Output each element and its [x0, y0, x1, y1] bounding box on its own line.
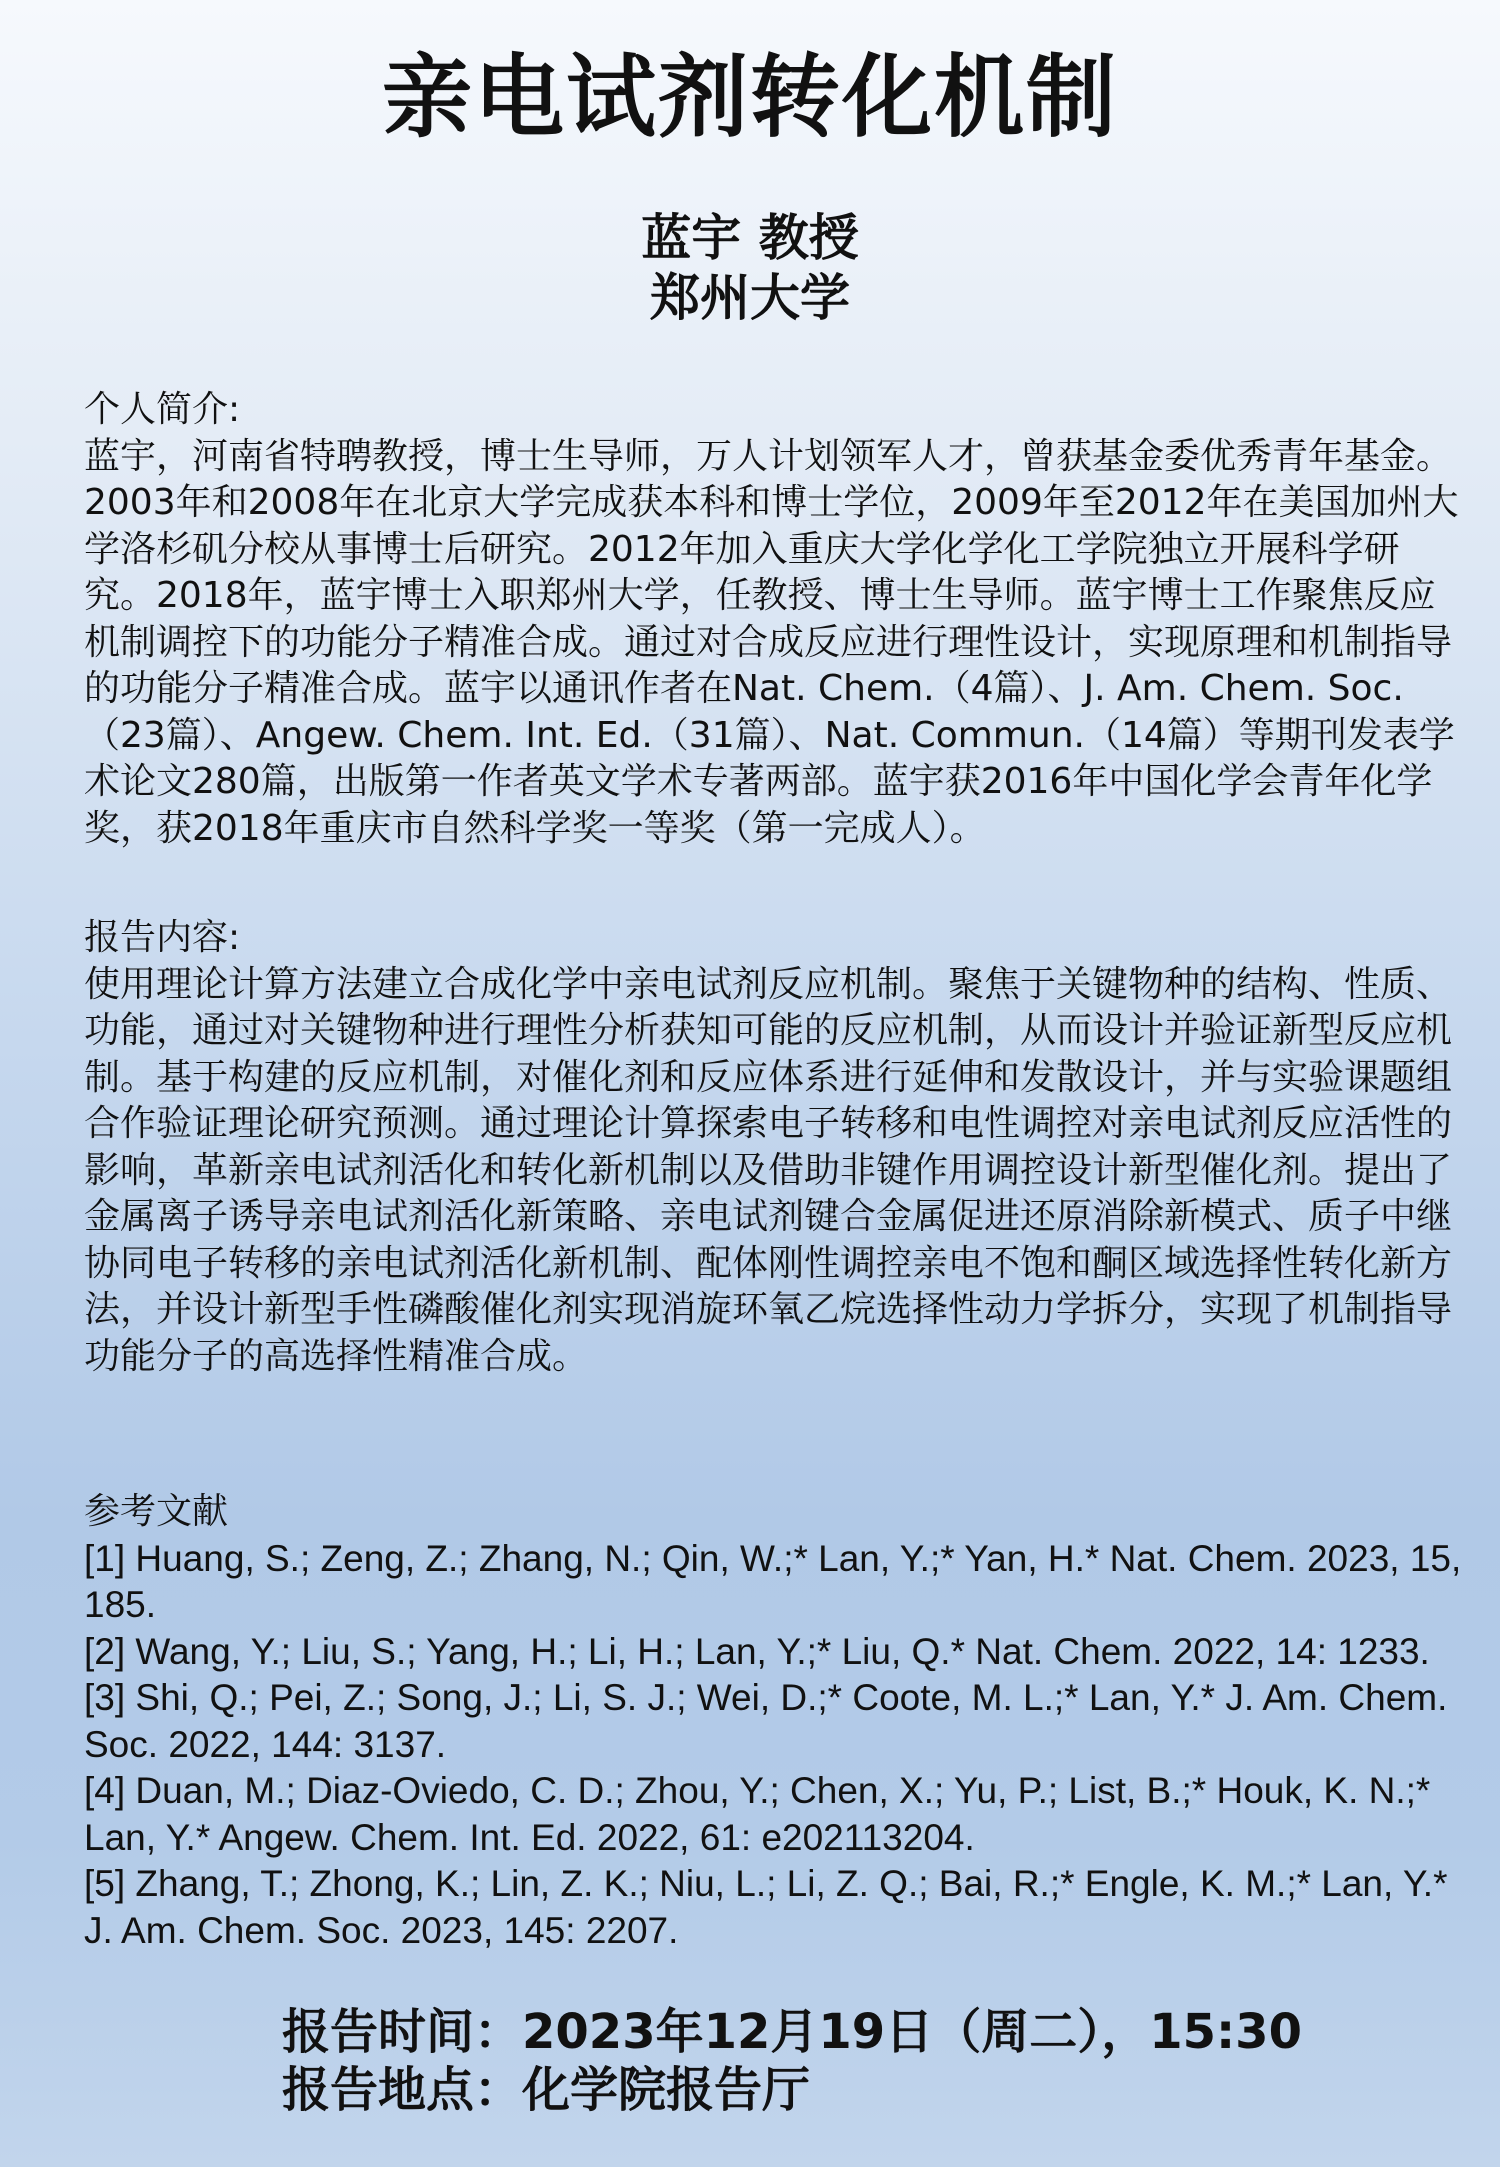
report-text: 使用理论计算方法建立合成化学中亲电试剂反应机制。聚焦于关键物种的结构、性质、功能，通过对关键物种进行理性分析获知可能的反应机制，从而设计并验证新型反应机制。基于构建的反应机制，对催化剂和反应体系进行延伸和发散设计，并与实验课题组合作验证理论研究预测。通过理论计算探索电子转移和电性调控对亲电试剂反应活性的影响，革新亲电试剂活化和转化新机制以及借助非键作用调控设计新型催化剂。提出了金属离子诱导亲电试剂活化新策略、亲电试剂键合金属促进还原消除新模式、质子中继协同电子转移的亲电试剂活化新机制、配体刚性调控亲电不饱和酮区域选择性转化新方法，并设计新型手性磷酸催化剂实现消旋环氧乙烷选择性动力学拆分，实现了机制指导功能分子的高选择性精准合成。 [84, 963, 1453, 1377]
reference-item: [1] Huang, S.; Zeng, Z.; Zhang, N.; Qin, W.;* Lan, Y.;* Yan, H.* Nat. Chem. 2023, 15, 185. [84, 1537, 1462, 1625]
poster-title: 亲电试剂转化机制 [382, 45, 1118, 150]
bio-text: 蓝宇，河南省特聘教授，博士生导师，万人计划领军人才，曾获基金委优秀青年基金。2003年和2008年在北京大学完成获本科和博士学位，2009年至2012年在美国加州大学洛杉矶分校从事博士后研究。2012年加入重庆大学化学化工学院独立开展科学研究。2018年，蓝宇博士入职郑州大学，任教授、博士生导师。蓝宇博士工作聚焦反应机制调控下的功能分子精准合成。通过对合成反应进行理性设计，实现原理和机制指导的功能分子精准合成。蓝宇以通讯作者在Nat. Chem.（4篇）、J. Am. Chem. Soc.（23篇）、Angew. Chem. Int. Ed.（31篇）、Nat. Commun.（14篇）等期刊发表学术论文280篇，出版第一作者英文学术专著两部。蓝宇获2016年中国化学会青年化学奖，获2018年重庆市自然科学奖一等奖（第一完成人）。 [84, 435, 1459, 849]
reference-item: [4] Duan, M.; Diaz-Oviedo, C. D.; Zhou, Y.; Chen, X.; Yu, P.; List, B.;* Houk, K. N.;* Lan, Y.* Angew. Chem. Int. Ed. 2022, 61: e202113204. [84, 1770, 1431, 1858]
report-time: 报告时间：2023年12月19日（周二），15:30 [282, 2004, 1302, 2060]
speaker-name: 蓝宇 教授 [641, 209, 859, 267]
reference-item: [2] Wang, Y.; Liu, S.; Yang, H.; Li, H.; Lan, Y.;* Liu, Q.* Nat. Chem. 2022, 14: 1233. [84, 1630, 1430, 1672]
reference-item: [5] Zhang, T.; Zhong, K.; Lin, Z. K.; Niu, L.; Li, Z. Q.; Bai, R.;* Engle, K. M.;* Lan, Y.* J. Am. Chem. Soc. 2023, 145: 2207. [84, 1863, 1448, 1951]
reference-item: [3] Shi, Q.; Pei, Z.; Song, J.; Li, S. J.; Wei, D.;* Coote, M. L.;* Lan, Y.* J. Am. Chem. Soc. 2022, 144: 3137. [84, 1677, 1448, 1765]
event-info [282, 2003, 1432, 2119]
report-section [84, 915, 1464, 1380]
bio-section [84, 387, 1464, 852]
speaker-block [0, 208, 1500, 328]
speaker-affiliation: 郑州大学 [650, 269, 850, 327]
report-place: 报告地点：化学院报告厅 [282, 2062, 811, 2118]
references-heading: 参考文献 [84, 1491, 229, 1532]
references-section [84, 1489, 1464, 1954]
report-heading: 报告内容: [84, 917, 241, 958]
bio-heading: 个人简介: [84, 389, 241, 430]
